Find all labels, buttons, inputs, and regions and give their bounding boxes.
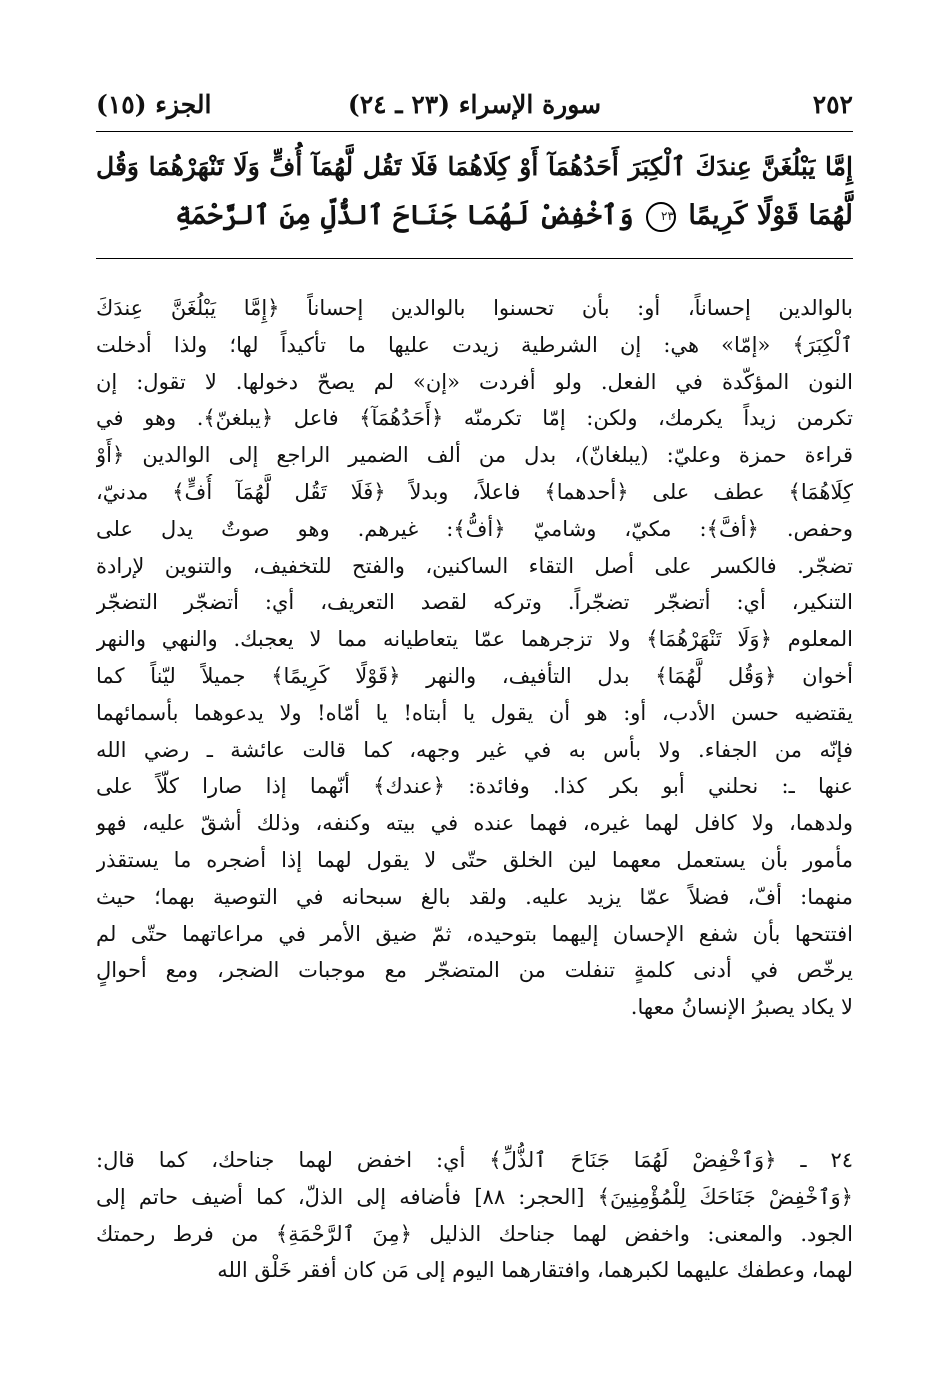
- commentary-line: تكرمن زيداً يكرمك، ولكن: إمّا تكرمنّه ﴿أَحَدُهُمَآ﴾ فاعل ﴿يبلغنّ﴾. وهو في: [96, 406, 853, 431]
- quran-verse-line-2: [96, 191, 853, 240]
- commentary-line: بالوالدين إحساناً، أو: بأن تحسنوا بالوالدين إحساناً ﴿إِمَّا يَبْلُغَنَّ عِندَكَ: [96, 296, 853, 320]
- commentary-line: ٢٤ ـ ﴿وَٱخْفِضْ لَهُمَا جَنَاحَ ٱلذُّلِّ﴾ أي: اخفض لهما جناحك، كما قال:: [96, 1148, 853, 1172]
- surah-title: سورة الإسراء (٢٣ ـ ٢٤): [347, 89, 602, 119]
- commentary-line: افتتحها بأن شفع الإحسان إليهما بتوحيده، ثمّ ضيق الأمر في مراعاتهما حتّى لم: [96, 921, 853, 946]
- quran-verse-text: لَّهُمَا قَوْلًا كَرِيمًا: [688, 200, 853, 231]
- commentary-paragraph-1: [96, 290, 853, 1026]
- commentary-line: فإنّه من الجفاء. ولا بأس به في غير وجهه، كما قالت عائشة ـ رضي الله: [96, 737, 853, 762]
- commentary-paragraph-2: [96, 1142, 853, 1289]
- ayah-number-marker: ٢٣: [646, 202, 676, 232]
- juz-label: الجزء (١٥): [96, 89, 212, 119]
- commentary-line: النون المؤكّدة في الفعل. ولو أفردت «إن» لم يصحّ دخولها. لا تقول: إن: [96, 369, 853, 394]
- commentary-line: المعلوم ﴿وَلَا تَنْهَرْهُمَا﴾ ولا تزجرهما عمّا يتعاطيانه مما لا يعجبك. والنهي والنهر: [96, 627, 853, 652]
- page-number: ٢٥٢: [812, 89, 853, 119]
- quran-verse-text: وَٱخْفِضْ لَهُمَا جَنَاحَ ٱلذُّلِّ مِنَ ٱلرَّحْمَةِ: [175, 200, 634, 231]
- header-divider: [96, 131, 853, 132]
- commentary-line: ٱلْكِبَرَ﴾ «إمّا» هي: إن الشرطية زيدت عليها ما تأكيداً لها؛ ولذا أدخلت: [96, 332, 853, 357]
- commentary-line: عنها ـ: نحلني أبو بكر كذا. وفائدة: ﴿عندك﴾ أنّهما إذا صارا كلّاً على: [96, 774, 853, 799]
- commentary-line: مأمور بأن يستعمل معهما لين الخلق حتّى لا يقول لهما إذا أضجره ما يستقذر: [96, 847, 853, 872]
- commentary-line: الجود. والمعنى: واخفض لهما جناحك الذليل ﴿مِنَ ٱلرَّحْمَةِ﴾ من فرط رحمتك: [96, 1221, 853, 1246]
- commentary-line: ولدهما، ولا كافل لهما غيره، فهما عنده في بيته وكنفه، وذلك أشقّ عليه، فهو: [96, 811, 853, 836]
- commentary-line: يرخّص في أدنى كلمةٍ تنفلت من المتضجّر مع موجبات الضجر، ومع أحوالٍ: [96, 958, 853, 983]
- running-header: [96, 84, 853, 124]
- commentary-line: لهما، وعطفك عليهما لكبرهما، وافتقارهما اليوم إلى مَن كان أفقر خَلْق الله: [217, 1258, 853, 1283]
- commentary-line: أخوان ﴿وَقُل لَّهُمَا﴾ بدل التأفيف، والنهر ﴿قَوْلًا كَرِيمًا﴾ جميلاً ليّناً كما: [96, 663, 853, 688]
- commentary-line: يقتضيه حسن الأدب، أو: هو أن يقول يا أبتاه! يا أمّاه! ولا يدعوهما بأسمائهما: [96, 700, 853, 725]
- verse-divider: [96, 258, 853, 259]
- commentary-line: لا يكاد يصبرُ الإنسانُ معها.: [630, 995, 853, 1020]
- commentary-line: كِلَاهُمَا﴾ عطف على ﴿أحدهما﴾ فاعلاً، وبدلاً ﴿فَلَا تَقُل لَّهُمَآ أُفٍّ﴾ مدنيّ،: [96, 479, 853, 504]
- commentary-line: ﴿وَٱخْفِضْ جَنَاحَكَ لِلْمُؤْمِنِينَ﴾ [الحجر: ٨٨] فأضافه إلى الذلّ، كما أضيف حاتم إلى: [96, 1184, 853, 1209]
- quran-verse-line-1: إِمَّا يَبْلُغَنَّ عِندَكَ ٱلْكِبَرَ أَحَدُهُمَآ أَوْ كِلَاهُمَا فَلَا تَقُل لَّهُمَآ أُفٍّ وَلَا تَنْهَرْهُمَا وَقُل: [96, 151, 853, 181]
- quran-verse-block: [96, 142, 853, 240]
- commentary-line: منهما: أفّ، فضلاً عمّا يزيد عليه. ولقد بالغ سبحانه في التوصية بهما؛ حيث: [96, 884, 853, 909]
- commentary-line: التنكير، أي: أتضجّر تضجّراً. وتركه لقصد التعريف، أي: أتضجّر التضجّر: [96, 590, 853, 615]
- commentary-line: تضجّر. فالكسر على أصل التقاء الساكنين، والفتح للتخفيف، والتنوين لإرادة: [96, 553, 853, 578]
- commentary-line: قراءة حمزة وعليّ: (يبلغانّ)، بدل من ألف الضمير الراجع إلى الوالدين ﴿أَوْ: [96, 443, 853, 468]
- commentary-line: وحفص. ﴿أفَّ﴾: مكيّ، وشاميّ ﴿أفُّ﴾: غيرهم. وهو صوتٌ يدل على: [96, 516, 853, 541]
